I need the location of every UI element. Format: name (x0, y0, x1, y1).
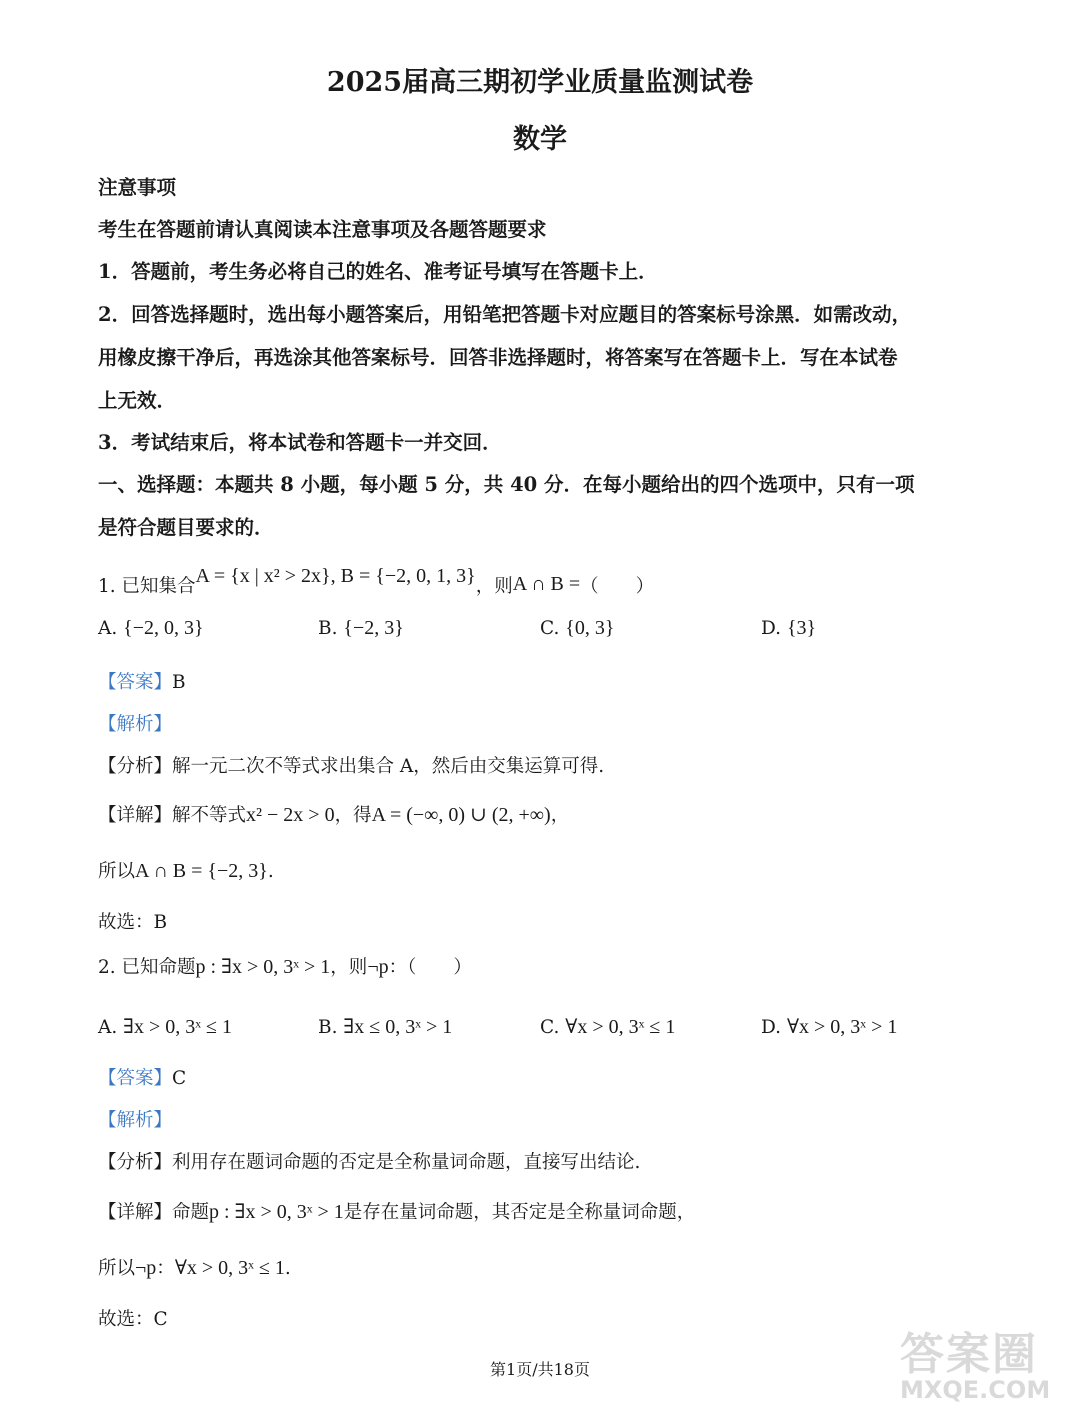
q2-option-c[interactable] (540, 1014, 675, 1039)
q1-option-d[interactable] (761, 617, 816, 640)
q2-option-b[interactable] (318, 1014, 452, 1039)
q1-detail-result: A = (−∞, 0) ∪ (2, +∞) (371, 804, 551, 826)
q2-paren: ：（ ） (388, 957, 472, 978)
q1-choose: 故选：B (98, 912, 168, 933)
q1-answer-value: B (172, 672, 186, 693)
q2-so-negation: ¬p (135, 1257, 157, 1279)
q1-so-prefix: 所以 (98, 861, 136, 882)
q1-detail-end: ， (550, 805, 570, 826)
q1-prefix: 1. 已知集合 (98, 576, 196, 597)
q1-detail-prefix: 解不等式 (172, 805, 247, 826)
q1-option-a-label: A. (98, 618, 118, 639)
q1-mid: ，则 (475, 576, 513, 597)
q1-option-a[interactable] (98, 617, 204, 640)
q1-expression: A ∩ B = (512, 573, 581, 595)
q1-option-b[interactable] (318, 617, 404, 640)
watermark-top-text: 答案圈 (900, 1329, 1038, 1380)
q2-option-a-label: A. (98, 1017, 118, 1038)
q1-fenxi-tag: 【分析】 (98, 756, 173, 777)
q2-conclusion (98, 1254, 291, 1280)
section-1-line-1: 一、选择题：本题共 8 小题，每小题 5 分，共 40 分．在每小题给出的四个选项中，只有一项 (98, 473, 915, 496)
notice-heading: 注意事项 (98, 176, 177, 199)
q2-answer (98, 1064, 186, 1090)
q2-so-expression: ∀x > 0, 3ˣ ≤ 1 (174, 1257, 285, 1279)
q2-option-b-label: B. (318, 1017, 338, 1038)
notice-intro: 考生在答题前请认真阅读本注意事项及各题答题要求 (98, 218, 547, 241)
q2-so-colon: ： (156, 1258, 175, 1279)
page-number: 第1页/共18页 (490, 1360, 590, 1379)
q2-mid: ，则 (330, 957, 368, 978)
q1-so-expression: A ∩ B = {−2, 3} (135, 860, 268, 882)
subject-title: 数学 (513, 124, 567, 155)
notice-item-3: 3．考试结束后，将本试卷和答题卡一并交回． (98, 431, 502, 454)
q2-answer-value: C (172, 1068, 187, 1089)
q1-detail (98, 801, 569, 827)
q1-set-definition: A = {x | x² > 2x}, B = {−2, 0, 1, 3} (195, 565, 476, 587)
q2-option-d[interactable] (761, 1014, 897, 1039)
q2-detail (98, 1198, 695, 1224)
q1-paren: （ ） (580, 576, 655, 597)
notice-item-2-line-1: 2．回答选择题时，选出每小题答案后，用铅笔把答题卡对应题目的答案标号涂黑．如需改动， (98, 303, 912, 326)
q1-option-d-value: {3} (786, 617, 817, 639)
q1-stem (98, 565, 655, 598)
q1-answer (98, 668, 186, 694)
q2-so-end: . (284, 1258, 291, 1279)
q2-option-c-label: C. (540, 1017, 560, 1038)
q1-option-b-value: {−2, 3} (343, 617, 404, 639)
q2-detail-prefix: 命题 (172, 1202, 210, 1223)
notice-item-1: 1．答题前，考生务必将自己的姓名、准考证号填写在答题卡上． (98, 260, 658, 283)
exam-title: 2025届高三期初学业质量监测试卷 (326, 67, 754, 98)
q2-proposition: p : ∃x > 0, 3ˣ > 1 (195, 956, 331, 978)
q1-fenxi-text: 解一元二次不等式求出集合 A，然后由交集运算可得. (172, 756, 605, 777)
q1-detail-tag: 【详解】 (98, 805, 173, 826)
section-1-line-2: 是符合题目要求的． (98, 516, 274, 539)
q1-option-d-label: D. (761, 618, 782, 639)
q2-negation: ¬p (367, 956, 389, 978)
notice-item-2-line-3: 上无效． (98, 389, 177, 412)
q1-detail-inequality: x² − 2x > 0 (246, 804, 335, 826)
q2-option-d-label: D. (761, 1017, 782, 1038)
q1-detail-mid: ，得 (334, 805, 372, 826)
q1-option-c[interactable] (540, 617, 614, 640)
q2-option-a-value: ∃x > 0, 3ˣ ≤ 1 (123, 1016, 233, 1038)
q2-fenxi-text: 利用存在题词命题的否定是全称量词命题，直接写出结论. (172, 1152, 641, 1173)
q2-option-b-value: ∃x ≤ 0, 3ˣ > 1 (343, 1016, 453, 1038)
q2-detail-tag: 【详解】 (98, 1202, 173, 1223)
q1-option-b-label: B. (318, 618, 338, 639)
q1-fenxi (98, 752, 604, 778)
q1-answer-tag: 【答案】 (98, 672, 173, 693)
q1-so-end: . (267, 861, 274, 882)
q2-so-prefix: 所以 (98, 1258, 136, 1279)
q2-answer-tag: 【答案】 (98, 1068, 173, 1089)
q1-option-c-label: C. (540, 618, 560, 639)
q2-fenxi (98, 1148, 640, 1174)
q2-fenxi-tag: 【分析】 (98, 1152, 173, 1173)
q1-option-a-value: {−2, 0, 3} (123, 617, 204, 639)
notice-item-2-line-2: 用橡皮擦干净后，再选涂其他答案标号．回答非选择题时，将答案写在答题卡上．写在本试卷 (98, 346, 898, 369)
q2-stem (98, 953, 472, 979)
q2-prefix: 2. 已知命题 (98, 957, 196, 978)
q2-option-d-value: ∀x > 0, 3ˣ > 1 (786, 1016, 898, 1038)
watermark-bottom-text: MXQE.COM (900, 1376, 1051, 1404)
q2-detail-proposition: p : ∃x > 0, 3ˣ > 1 (209, 1201, 344, 1223)
q1-option-c-value: {0, 3} (565, 617, 615, 639)
watermark-logo (900, 1318, 1078, 1408)
q2-choose: 故选：C (98, 1309, 168, 1330)
q2-analysis-tag: 【解析】 (98, 1110, 173, 1131)
q2-option-c-value: ∀x > 0, 3ˣ ≤ 1 (565, 1016, 676, 1038)
q1-conclusion (98, 857, 274, 883)
q1-analysis-tag: 【解析】 (98, 714, 173, 735)
q2-option-a[interactable] (98, 1014, 232, 1039)
q2-detail-rest: 是存在量词命题，其否定是全称量词命题， (343, 1202, 696, 1223)
